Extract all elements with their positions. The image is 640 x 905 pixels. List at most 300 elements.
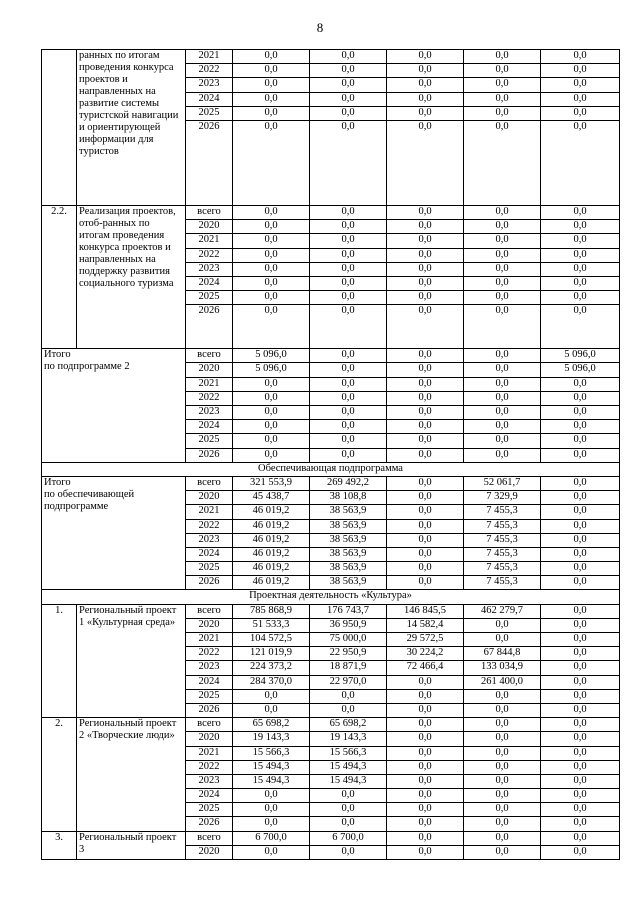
value-cell: 15 494,3 xyxy=(310,760,387,774)
value-cell: 104 572,5 xyxy=(233,633,310,647)
year-cell: 2025 xyxy=(186,803,233,817)
value-cell: 0,0 xyxy=(310,817,387,831)
value-cell: 0,0 xyxy=(233,448,310,462)
value-cell: 0,0 xyxy=(541,276,620,290)
value-cell: 30 224,2 xyxy=(387,647,464,661)
value-cell: 146 845,5 xyxy=(387,604,464,618)
value-cell: 15 566,3 xyxy=(233,746,310,760)
value-cell: 46 019,2 xyxy=(233,519,310,533)
value-cell: 0,0 xyxy=(541,234,620,248)
value-cell: 0,0 xyxy=(541,675,620,689)
value-cell: 0,0 xyxy=(310,106,387,120)
value-cell: 0,0 xyxy=(464,718,541,732)
value-cell: 0,0 xyxy=(233,106,310,120)
value-cell: 0,0 xyxy=(541,291,620,305)
value-cell: 7 455,3 xyxy=(464,576,541,590)
value-cell: 0,0 xyxy=(541,831,620,845)
value-cell: 0,0 xyxy=(541,647,620,661)
page-number: 8 xyxy=(316,20,324,35)
year-cell: 2021 xyxy=(186,746,233,760)
value-cell: 0,0 xyxy=(541,533,620,547)
value-cell: 14 582,4 xyxy=(387,618,464,632)
value-cell: 0,0 xyxy=(387,120,464,205)
year-cell: всего xyxy=(186,604,233,618)
value-cell: 0,0 xyxy=(464,831,541,845)
item-number: 2.2. xyxy=(42,205,77,348)
value-cell: 5 096,0 xyxy=(541,363,620,377)
value-cell: 0,0 xyxy=(464,434,541,448)
value-cell: 0,0 xyxy=(310,363,387,377)
year-cell: 2026 xyxy=(186,703,233,717)
value-cell: 0,0 xyxy=(541,420,620,434)
value-cell: 0,0 xyxy=(233,689,310,703)
year-cell: 2021 xyxy=(186,505,233,519)
value-cell: 0,0 xyxy=(310,262,387,276)
table-row xyxy=(42,476,620,490)
value-cell: 5 096,0 xyxy=(233,363,310,377)
value-cell: 0,0 xyxy=(387,305,464,349)
value-cell: 121 019,9 xyxy=(233,647,310,661)
value-cell: 15 494,3 xyxy=(310,774,387,788)
year-cell: 2024 xyxy=(186,789,233,803)
value-cell: 0,0 xyxy=(387,420,464,434)
value-cell: 0,0 xyxy=(233,391,310,405)
value-cell: 0,0 xyxy=(464,262,541,276)
value-cell: 0,0 xyxy=(464,803,541,817)
year-cell: 2020 xyxy=(186,220,233,234)
year-cell: 2023 xyxy=(186,78,233,92)
value-cell: 0,0 xyxy=(464,391,541,405)
value-cell: 0,0 xyxy=(541,562,620,576)
year-cell: 2020 xyxy=(186,618,233,632)
value-cell: 0,0 xyxy=(310,305,387,349)
value-cell: 0,0 xyxy=(387,78,464,92)
value-cell: 321 553,9 xyxy=(233,476,310,490)
value-cell: 0,0 xyxy=(387,845,464,859)
value-cell: 0,0 xyxy=(387,760,464,774)
value-cell: 7 329,9 xyxy=(464,491,541,505)
value-cell: 6 700,0 xyxy=(310,831,387,845)
value-cell: 22 970,0 xyxy=(310,675,387,689)
value-cell: 0,0 xyxy=(541,406,620,420)
year-cell: 2021 xyxy=(186,50,233,64)
item-name: Региональный проект 2 «Творческие люди» xyxy=(77,718,186,832)
value-cell: 0,0 xyxy=(233,248,310,262)
value-cell: 0,0 xyxy=(310,64,387,78)
value-cell: 0,0 xyxy=(387,363,464,377)
value-cell: 0,0 xyxy=(387,562,464,576)
value-cell: 0,0 xyxy=(464,420,541,434)
value-cell: 0,0 xyxy=(310,803,387,817)
value-cell: 0,0 xyxy=(387,406,464,420)
value-cell: 0,0 xyxy=(464,234,541,248)
value-cell: 0,0 xyxy=(541,391,620,405)
value-cell: 0,0 xyxy=(310,78,387,92)
year-cell: 2026 xyxy=(186,817,233,831)
value-cell: 0,0 xyxy=(233,276,310,290)
table-row xyxy=(42,50,620,64)
value-cell: 0,0 xyxy=(541,505,620,519)
value-cell: 0,0 xyxy=(541,205,620,219)
value-cell: 0,0 xyxy=(541,476,620,490)
value-cell: 15 494,3 xyxy=(233,774,310,788)
value-cell: 0,0 xyxy=(310,248,387,262)
value-cell: 0,0 xyxy=(464,406,541,420)
value-cell: 0,0 xyxy=(541,661,620,675)
value-cell: 0,0 xyxy=(310,689,387,703)
table-row xyxy=(42,604,620,618)
value-cell: 0,0 xyxy=(387,703,464,717)
total-label: Итого по обеспечивающей подпрограмме xyxy=(42,476,186,590)
value-cell: 0,0 xyxy=(387,391,464,405)
total-label: Итого по подпрограмме 2 xyxy=(42,349,186,463)
year-cell: 2023 xyxy=(186,661,233,675)
value-cell: 75 000,0 xyxy=(310,633,387,647)
value-cell: 0,0 xyxy=(541,305,620,349)
value-cell: 0,0 xyxy=(233,817,310,831)
value-cell: 0,0 xyxy=(233,92,310,106)
value-cell: 0,0 xyxy=(310,234,387,248)
value-cell: 0,0 xyxy=(387,476,464,490)
item-number: 2. xyxy=(42,718,77,832)
value-cell: 0,0 xyxy=(541,92,620,106)
value-cell: 65 698,2 xyxy=(233,718,310,732)
value-cell: 0,0 xyxy=(233,789,310,803)
value-cell: 0,0 xyxy=(464,760,541,774)
value-cell: 15 494,3 xyxy=(233,760,310,774)
value-cell: 19 143,3 xyxy=(233,732,310,746)
table-row xyxy=(42,831,620,845)
value-cell: 0,0 xyxy=(387,732,464,746)
value-cell: 46 019,2 xyxy=(233,505,310,519)
value-cell: 0,0 xyxy=(541,760,620,774)
value-cell: 0,0 xyxy=(387,491,464,505)
table-row xyxy=(42,349,620,363)
value-cell: 269 492,2 xyxy=(310,476,387,490)
value-cell: 0,0 xyxy=(233,845,310,859)
value-cell: 0,0 xyxy=(233,377,310,391)
value-cell: 0,0 xyxy=(310,220,387,234)
value-cell: 46 019,2 xyxy=(233,576,310,590)
value-cell: 0,0 xyxy=(387,831,464,845)
item-name: Реализация проектов, отоб-ранных по итогам проведения конкурса проектов и направленных на поддержку развития социального туризма xyxy=(77,205,186,348)
value-cell: 0,0 xyxy=(387,675,464,689)
value-cell: 0,0 xyxy=(541,789,620,803)
year-cell: 2022 xyxy=(186,391,233,405)
value-cell: 18 871,9 xyxy=(310,661,387,675)
value-cell: 72 466,4 xyxy=(387,661,464,675)
value-cell: 0,0 xyxy=(464,291,541,305)
value-cell: 46 019,2 xyxy=(233,562,310,576)
year-cell: 2020 xyxy=(186,845,233,859)
value-cell: 0,0 xyxy=(233,803,310,817)
value-cell: 45 438,7 xyxy=(233,491,310,505)
value-cell: 0,0 xyxy=(464,448,541,462)
value-cell: 0,0 xyxy=(310,349,387,363)
table-row xyxy=(42,205,620,219)
year-cell: 2023 xyxy=(186,774,233,788)
year-cell: 2022 xyxy=(186,519,233,533)
year-cell: 2023 xyxy=(186,262,233,276)
section-row xyxy=(42,590,620,604)
value-cell: 0,0 xyxy=(387,774,464,788)
year-cell: 2021 xyxy=(186,377,233,391)
value-cell: 0,0 xyxy=(310,703,387,717)
year-cell: 2022 xyxy=(186,647,233,661)
year-cell: 2025 xyxy=(186,562,233,576)
year-cell: 2024 xyxy=(186,92,233,106)
value-cell: 0,0 xyxy=(464,732,541,746)
year-cell: 2020 xyxy=(186,491,233,505)
year-cell: 2024 xyxy=(186,547,233,561)
value-cell: 0,0 xyxy=(541,604,620,618)
value-cell: 0,0 xyxy=(387,262,464,276)
year-cell: 2025 xyxy=(186,106,233,120)
value-cell: 0,0 xyxy=(541,618,620,632)
value-cell: 0,0 xyxy=(541,803,620,817)
value-cell: 7 455,3 xyxy=(464,505,541,519)
value-cell: 0,0 xyxy=(310,291,387,305)
value-cell: 0,0 xyxy=(541,519,620,533)
value-cell: 0,0 xyxy=(387,817,464,831)
value-cell: 0,0 xyxy=(233,406,310,420)
value-cell: 22 950,9 xyxy=(310,647,387,661)
value-cell: 0,0 xyxy=(233,262,310,276)
value-cell: 0,0 xyxy=(464,689,541,703)
year-cell: 2025 xyxy=(186,291,233,305)
value-cell: 0,0 xyxy=(541,845,620,859)
value-cell: 38 563,9 xyxy=(310,562,387,576)
value-cell: 0,0 xyxy=(387,106,464,120)
value-cell: 0,0 xyxy=(464,78,541,92)
value-cell: 6 700,0 xyxy=(233,831,310,845)
value-cell: 0,0 xyxy=(541,746,620,760)
section-row xyxy=(42,462,620,476)
value-cell: 0,0 xyxy=(464,845,541,859)
value-cell: 0,0 xyxy=(387,718,464,732)
year-cell: всего xyxy=(186,718,233,732)
value-cell: 65 698,2 xyxy=(310,718,387,732)
value-cell: 7 455,3 xyxy=(464,533,541,547)
value-cell: 0,0 xyxy=(464,106,541,120)
value-cell: 0,0 xyxy=(464,774,541,788)
value-cell: 0,0 xyxy=(464,305,541,349)
value-cell: 0,0 xyxy=(387,291,464,305)
value-cell: 0,0 xyxy=(464,276,541,290)
budget-table-body xyxy=(42,50,620,860)
value-cell: 0,0 xyxy=(464,817,541,831)
value-cell: 7 455,3 xyxy=(464,519,541,533)
value-cell: 0,0 xyxy=(233,420,310,434)
item-number: 1. xyxy=(42,604,77,718)
value-cell: 7 455,3 xyxy=(464,562,541,576)
value-cell: 0,0 xyxy=(387,576,464,590)
value-cell: 0,0 xyxy=(310,789,387,803)
value-cell: 0,0 xyxy=(541,491,620,505)
year-cell: 2022 xyxy=(186,64,233,78)
value-cell: 0,0 xyxy=(541,262,620,276)
value-cell: 0,0 xyxy=(387,377,464,391)
value-cell: 0,0 xyxy=(541,50,620,64)
table-row xyxy=(42,718,620,732)
value-cell: 0,0 xyxy=(464,703,541,717)
value-cell: 5 096,0 xyxy=(541,349,620,363)
value-cell: 0,0 xyxy=(387,746,464,760)
value-cell: 0,0 xyxy=(310,434,387,448)
value-cell: 0,0 xyxy=(541,547,620,561)
year-cell: 2024 xyxy=(186,675,233,689)
value-cell: 38 563,9 xyxy=(310,505,387,519)
value-cell: 0,0 xyxy=(541,817,620,831)
value-cell: 0,0 xyxy=(387,276,464,290)
value-cell: 462 279,7 xyxy=(464,604,541,618)
value-cell: 0,0 xyxy=(387,505,464,519)
value-cell: 0,0 xyxy=(233,64,310,78)
item-name: Региональный проект 1 «Культурная среда» xyxy=(77,604,186,718)
value-cell: 0,0 xyxy=(233,703,310,717)
value-cell: 46 019,2 xyxy=(233,547,310,561)
value-cell: 0,0 xyxy=(541,774,620,788)
value-cell: 0,0 xyxy=(387,234,464,248)
value-cell: 0,0 xyxy=(310,276,387,290)
year-cell: 2022 xyxy=(186,248,233,262)
value-cell: 0,0 xyxy=(541,377,620,391)
value-cell: 261 400,0 xyxy=(464,675,541,689)
value-cell: 0,0 xyxy=(464,789,541,803)
value-cell: 0,0 xyxy=(233,234,310,248)
value-cell: 7 455,3 xyxy=(464,547,541,561)
value-cell: 0,0 xyxy=(387,64,464,78)
item-name: ранных по итогам проведения конкурса проектов и направленных на развитие системы туристской навигации и ориентирующей информации для туристов xyxy=(77,50,186,206)
value-cell: 0,0 xyxy=(387,789,464,803)
value-cell: 0,0 xyxy=(387,434,464,448)
year-cell: 2026 xyxy=(186,448,233,462)
value-cell: 0,0 xyxy=(464,50,541,64)
value-cell: 0,0 xyxy=(387,519,464,533)
value-cell: 0,0 xyxy=(310,120,387,205)
value-cell: 284 370,0 xyxy=(233,675,310,689)
year-cell: 2025 xyxy=(186,689,233,703)
value-cell: 0,0 xyxy=(541,120,620,205)
year-cell: 2023 xyxy=(186,406,233,420)
value-cell: 0,0 xyxy=(310,845,387,859)
value-cell: 0,0 xyxy=(464,64,541,78)
value-cell: 0,0 xyxy=(464,248,541,262)
value-cell: 176 743,7 xyxy=(310,604,387,618)
value-cell: 0,0 xyxy=(310,377,387,391)
item-name: Региональный проект 3 xyxy=(77,831,186,859)
value-cell: 0,0 xyxy=(464,92,541,106)
value-cell: 0,0 xyxy=(387,689,464,703)
value-cell: 46 019,2 xyxy=(233,533,310,547)
section-title: Обеспечивающая подпрограмма xyxy=(42,462,620,476)
value-cell: 0,0 xyxy=(464,205,541,219)
value-cell: 0,0 xyxy=(310,92,387,106)
value-cell: 5 096,0 xyxy=(233,349,310,363)
value-cell: 0,0 xyxy=(541,718,620,732)
value-cell: 38 563,9 xyxy=(310,533,387,547)
year-cell: 2022 xyxy=(186,760,233,774)
value-cell: 0,0 xyxy=(233,50,310,64)
value-cell: 29 572,5 xyxy=(387,633,464,647)
item-number: 3. xyxy=(42,831,77,859)
value-cell: 19 143,3 xyxy=(310,732,387,746)
value-cell: 0,0 xyxy=(541,64,620,78)
value-cell: 0,0 xyxy=(387,248,464,262)
value-cell: 36 950,9 xyxy=(310,618,387,632)
value-cell: 0,0 xyxy=(387,533,464,547)
value-cell: 0,0 xyxy=(310,420,387,434)
value-cell: 0,0 xyxy=(387,547,464,561)
value-cell: 0,0 xyxy=(387,50,464,64)
value-cell: 0,0 xyxy=(387,448,464,462)
value-cell: 0,0 xyxy=(541,434,620,448)
value-cell: 0,0 xyxy=(233,220,310,234)
value-cell: 0,0 xyxy=(387,220,464,234)
section-title: Проектная деятельность «Культура» xyxy=(42,590,620,604)
year-cell: 2024 xyxy=(186,420,233,434)
value-cell: 0,0 xyxy=(310,406,387,420)
value-cell: 0,0 xyxy=(387,803,464,817)
value-cell: 0,0 xyxy=(541,248,620,262)
item-number xyxy=(42,50,77,206)
year-cell: 2020 xyxy=(186,363,233,377)
value-cell: 0,0 xyxy=(541,703,620,717)
year-cell: 2025 xyxy=(186,434,233,448)
value-cell: 0,0 xyxy=(541,448,620,462)
value-cell: 0,0 xyxy=(233,291,310,305)
year-cell: всего xyxy=(186,831,233,845)
value-cell: 0,0 xyxy=(464,120,541,205)
value-cell: 224 373,2 xyxy=(233,661,310,675)
value-cell: 0,0 xyxy=(541,732,620,746)
value-cell: 38 563,9 xyxy=(310,519,387,533)
value-cell: 0,0 xyxy=(464,220,541,234)
value-cell: 0,0 xyxy=(233,305,310,349)
value-cell: 67 844,8 xyxy=(464,647,541,661)
year-cell: 2026 xyxy=(186,120,233,205)
year-cell: 2021 xyxy=(186,633,233,647)
value-cell: 0,0 xyxy=(464,349,541,363)
year-cell: 2021 xyxy=(186,234,233,248)
value-cell: 38 108,8 xyxy=(310,491,387,505)
value-cell: 0,0 xyxy=(310,205,387,219)
value-cell: 0,0 xyxy=(464,746,541,760)
year-cell: 2026 xyxy=(186,305,233,349)
value-cell: 0,0 xyxy=(464,363,541,377)
value-cell: 0,0 xyxy=(233,205,310,219)
year-cell: всего xyxy=(186,205,233,219)
value-cell: 0,0 xyxy=(541,689,620,703)
value-cell: 0,0 xyxy=(233,434,310,448)
value-cell: 0,0 xyxy=(387,205,464,219)
value-cell: 0,0 xyxy=(464,633,541,647)
value-cell: 0,0 xyxy=(310,391,387,405)
year-cell: всего xyxy=(186,349,233,363)
value-cell: 0,0 xyxy=(233,120,310,205)
value-cell: 38 563,9 xyxy=(310,547,387,561)
value-cell: 0,0 xyxy=(387,349,464,363)
value-cell: 0,0 xyxy=(541,220,620,234)
year-cell: 2020 xyxy=(186,732,233,746)
year-cell: 2026 xyxy=(186,576,233,590)
budget-table xyxy=(41,49,620,860)
value-cell: 52 061,7 xyxy=(464,476,541,490)
value-cell: 0,0 xyxy=(464,377,541,391)
value-cell: 0,0 xyxy=(541,633,620,647)
value-cell: 0,0 xyxy=(541,78,620,92)
year-cell: 2024 xyxy=(186,276,233,290)
